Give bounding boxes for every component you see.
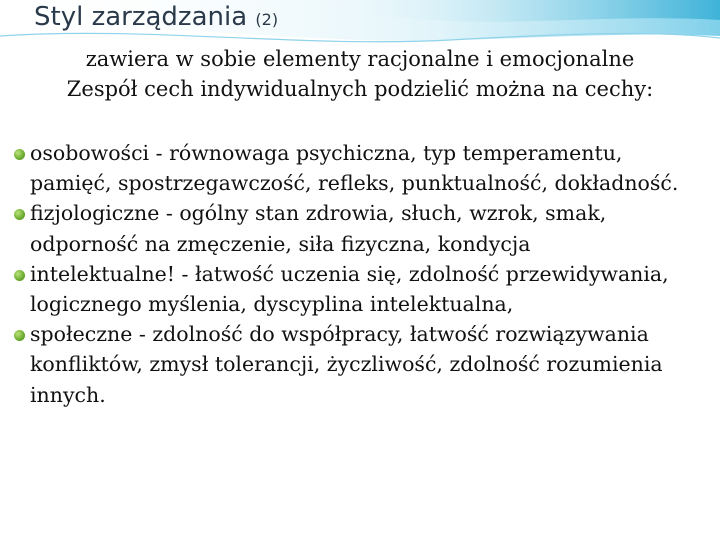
list-item xyxy=(10,319,710,410)
traits-list xyxy=(10,138,710,410)
intro-text xyxy=(10,44,710,104)
list-item-text: społeczne - zdolność do współpracy, łatwość rozwiązywania konfliktów, zmysł tolerancji, życzliwość, zdolność rozumienia innych. xyxy=(30,322,663,407)
bullet-dot-icon xyxy=(14,270,25,281)
list-item-text: intelektualne! - łatwość uczenia się, zdolność przewidywania, logicznego myślenia, dyscyplina intelektualna, xyxy=(30,261,669,317)
bullet-dot-icon xyxy=(14,209,25,220)
slide-title-number: (2) xyxy=(255,10,279,29)
bullet-dot-icon xyxy=(14,330,25,341)
slide-title-text: Styl zarządzania xyxy=(34,2,248,32)
list-item xyxy=(10,138,710,198)
intro-line-1: zawiera w sobie elementy racjonalne i emocjonalne xyxy=(85,47,635,71)
list-item-text: fizjologiczne - ogólny stan zdrowia, słuch, wzrok, smak, odporność na zmęczenie, siła fizyczna, kondycja xyxy=(30,201,607,256)
intro-line-2: Zespół cech indywidualnych podzielić można na cechy: xyxy=(66,77,654,101)
slide-title xyxy=(34,2,278,32)
bullet-dot-icon xyxy=(14,149,25,160)
list-item-text: osobowości - równowaga psychiczna, typ temperamentu, pamięć, spostrzegawczość, refleks, punktualność, dokładność. xyxy=(30,141,679,196)
list-item xyxy=(10,259,710,319)
list-item xyxy=(10,198,710,258)
